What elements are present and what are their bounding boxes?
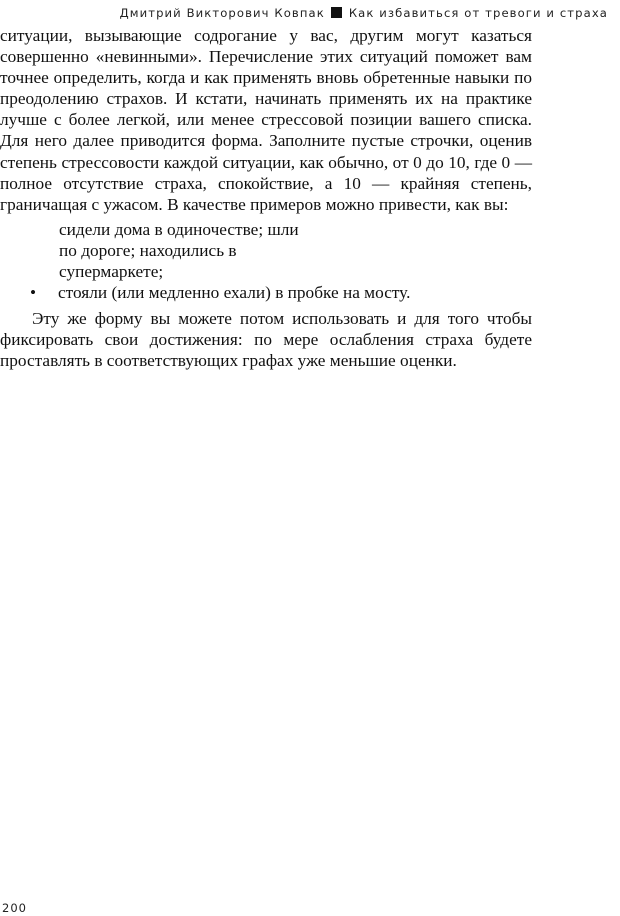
example-list xyxy=(59,219,532,282)
page-body xyxy=(0,25,532,372)
paragraph-continued: ситуации, вызывающие содрогание у вас, другим могут казаться совершенно «невинными». Перечисление этих ситуаций поможет вам точнее определить, когда и как применять вновь обретенные навыки по преодолению страхов. И кстати, начинать применять их на практике лучше с более легкой, или менее стрессовой позиции вашего списка. Для него далее приводится форма. Заполните пустые строчки, оценив степень стрессовости каждой ситуации, как обычно, от 0 до 10, где 0 — полное отсутствие страха, спокойствие, а 10 — крайняя степень, граничащая с ужасом. В качестве примеров можно привести, как вы: xyxy=(0,26,532,214)
example-line: супермаркете; xyxy=(59,262,164,282)
page-number: 200 xyxy=(2,901,27,915)
header-author: Дмитрий Викторович Ковпак xyxy=(119,6,325,20)
example-line: сидели дома в одиночестве; шли xyxy=(59,219,299,239)
example-line: по дороге; находились в xyxy=(59,240,237,260)
paragraph: Эту же форму вы можете потом использовать и для того чтобы фиксировать свои достижения: по мере ослабления страха будете проставлять в соответствующих графах уже меньшие оценки. xyxy=(0,309,532,371)
header-book-title: Как избавиться от тревоги и страха xyxy=(348,6,608,20)
bullet-item-text: стояли (или медленно ехали) в пробке на мосту. xyxy=(58,283,411,303)
bullet-list-item xyxy=(0,282,532,303)
bullet-icon: • xyxy=(30,283,37,303)
header-separator-square xyxy=(331,7,342,18)
running-header xyxy=(0,6,608,20)
